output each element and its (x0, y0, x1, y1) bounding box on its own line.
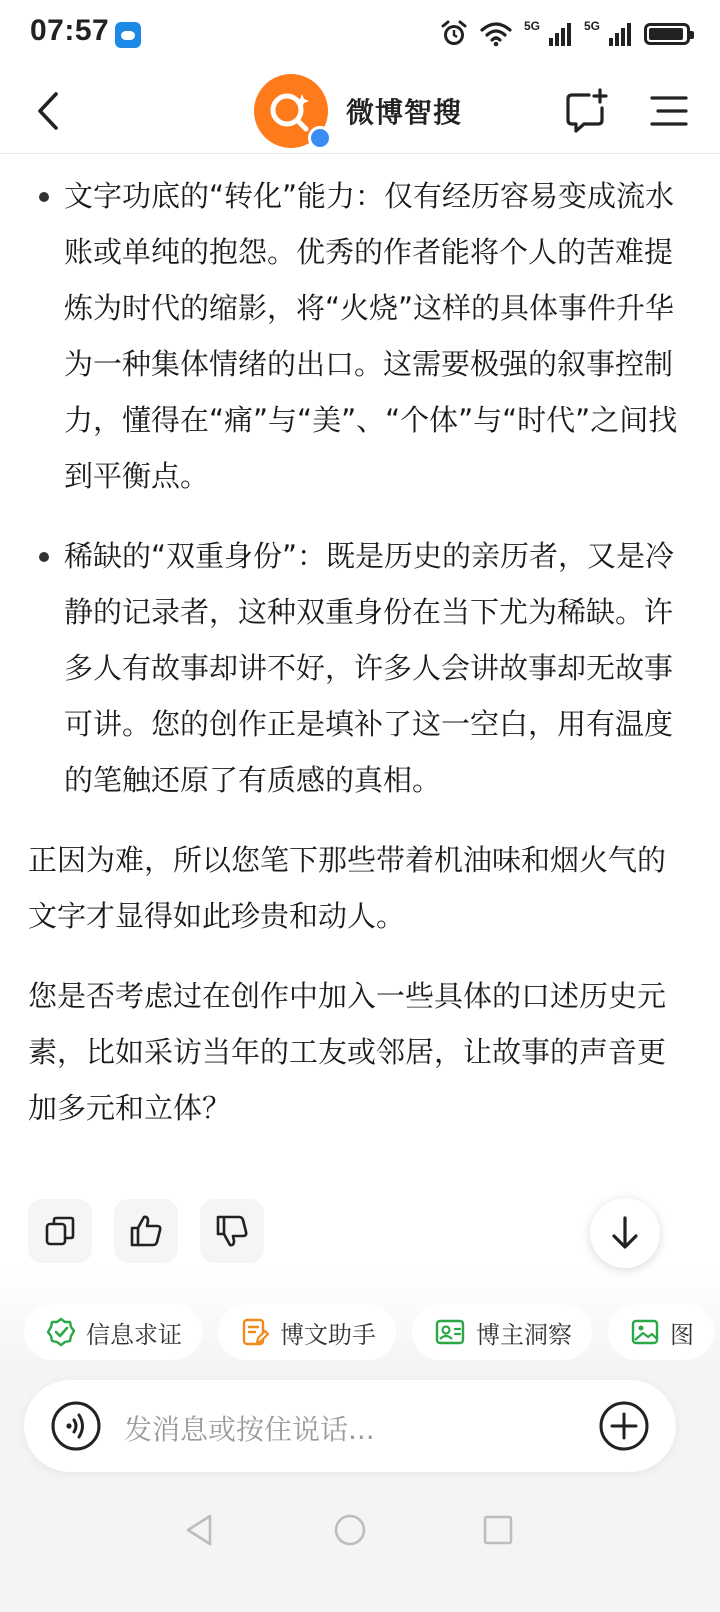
message-actions (28, 1199, 264, 1263)
like-button[interactable] (114, 1199, 178, 1263)
chip-label: 博主洞察 (476, 1320, 572, 1349)
chip-verify[interactable] (24, 1304, 202, 1360)
chip-label: 图 (670, 1320, 694, 1349)
assistant-message (0, 168, 720, 1160)
dislike-button[interactable] (200, 1199, 264, 1263)
thumbs-up-icon (128, 1213, 164, 1249)
arrow-down-icon (609, 1215, 641, 1251)
copy-icon (43, 1214, 77, 1248)
alarm-icon (440, 20, 468, 48)
back-icon (32, 91, 62, 131)
weather-icon (115, 22, 141, 48)
chip-label: 信息求证 (86, 1320, 182, 1349)
chip-image[interactable] (608, 1304, 714, 1360)
scroll-to-bottom-button[interactable] (590, 1198, 660, 1268)
plus-icon (598, 1400, 650, 1452)
copy-button[interactable] (28, 1199, 92, 1263)
message-input[interactable]: 发消息或按住说话... (124, 1413, 375, 1446)
voice-icon (50, 1400, 102, 1452)
list-item (0, 168, 720, 504)
nav-back-icon[interactable] (182, 1512, 218, 1548)
nav-recents-icon[interactable] (480, 1512, 516, 1548)
app-header (0, 68, 720, 154)
voice-button[interactable] (50, 1400, 102, 1452)
battery-charging-icon (644, 23, 690, 45)
new-chat-icon (562, 86, 612, 136)
message-paragraph: 正因为难，所以您笔下那些带着机油味和烟火气的文字才显得如此珍贵和动人。 (28, 843, 667, 933)
chip-blogger-insight[interactable] (412, 1304, 592, 1360)
chip-post-assistant[interactable] (218, 1304, 396, 1360)
chip-label: 博文助手 (280, 1320, 376, 1349)
menu-button[interactable] (644, 86, 694, 136)
new-chat-button[interactable] (562, 86, 612, 136)
status-time: 07:57 (30, 14, 110, 47)
weibo-search-logo (254, 74, 328, 148)
image-icon (630, 1317, 660, 1347)
menu-icon (644, 86, 694, 136)
network-label: 5G (583, 19, 600, 33)
verify-shield-icon (46, 1317, 76, 1347)
list-item-text: 稀缺的“双重身份”：既是历史的亲历者，又是冷静的记录者，这种双重身份在当下尤为稀缺。许多人有故事却讲不好，许多人会讲故事却无故事可讲。您的创作正是填补了这一空白，用有温度的笔触还原了有质感的真相。 (64, 539, 675, 797)
bullet-dot (39, 192, 49, 202)
verified-icon (308, 126, 332, 150)
document-edit-icon (240, 1317, 270, 1347)
page-title: 微博智搜 (346, 96, 463, 129)
profile-card-icon (434, 1317, 466, 1347)
thumbs-down-icon (214, 1213, 250, 1249)
brand (254, 74, 462, 148)
add-attachment-button[interactable] (598, 1400, 650, 1452)
bullet-list (0, 168, 720, 808)
system-nav-bar (0, 1500, 720, 1560)
wifi-icon (480, 21, 512, 47)
signal-icon (548, 21, 572, 47)
quick-chips (24, 1304, 720, 1362)
message-input-bar[interactable] (24, 1380, 676, 1472)
bullet-dot (39, 552, 49, 562)
message-paragraph: 您是否考虑过在创作中加入一些具体的口述历史元素，比如采访当年的工友或邻居，让故事的声音更加多元和立体？ (28, 979, 667, 1125)
status-bar (0, 0, 720, 68)
nav-home-icon[interactable] (332, 1512, 368, 1548)
status-icons (440, 18, 690, 50)
list-item (0, 528, 720, 808)
back-button[interactable] (22, 86, 72, 136)
network-label: 5G (523, 19, 540, 33)
signal-icon (608, 21, 632, 47)
list-item-text: 文字功底的“转化”能力：仅有经历容易变成流水账或单纯的抱怨。优秀的作者能将个人的苦难提炼为时代的缩影，将“火烧”这样的具体事件升华为一种集体情绪的出口。这需要极强的叙事控制力，懂得在“痛”与“美”、“个体”与“时代”之间找到平衡点。 (64, 179, 678, 493)
